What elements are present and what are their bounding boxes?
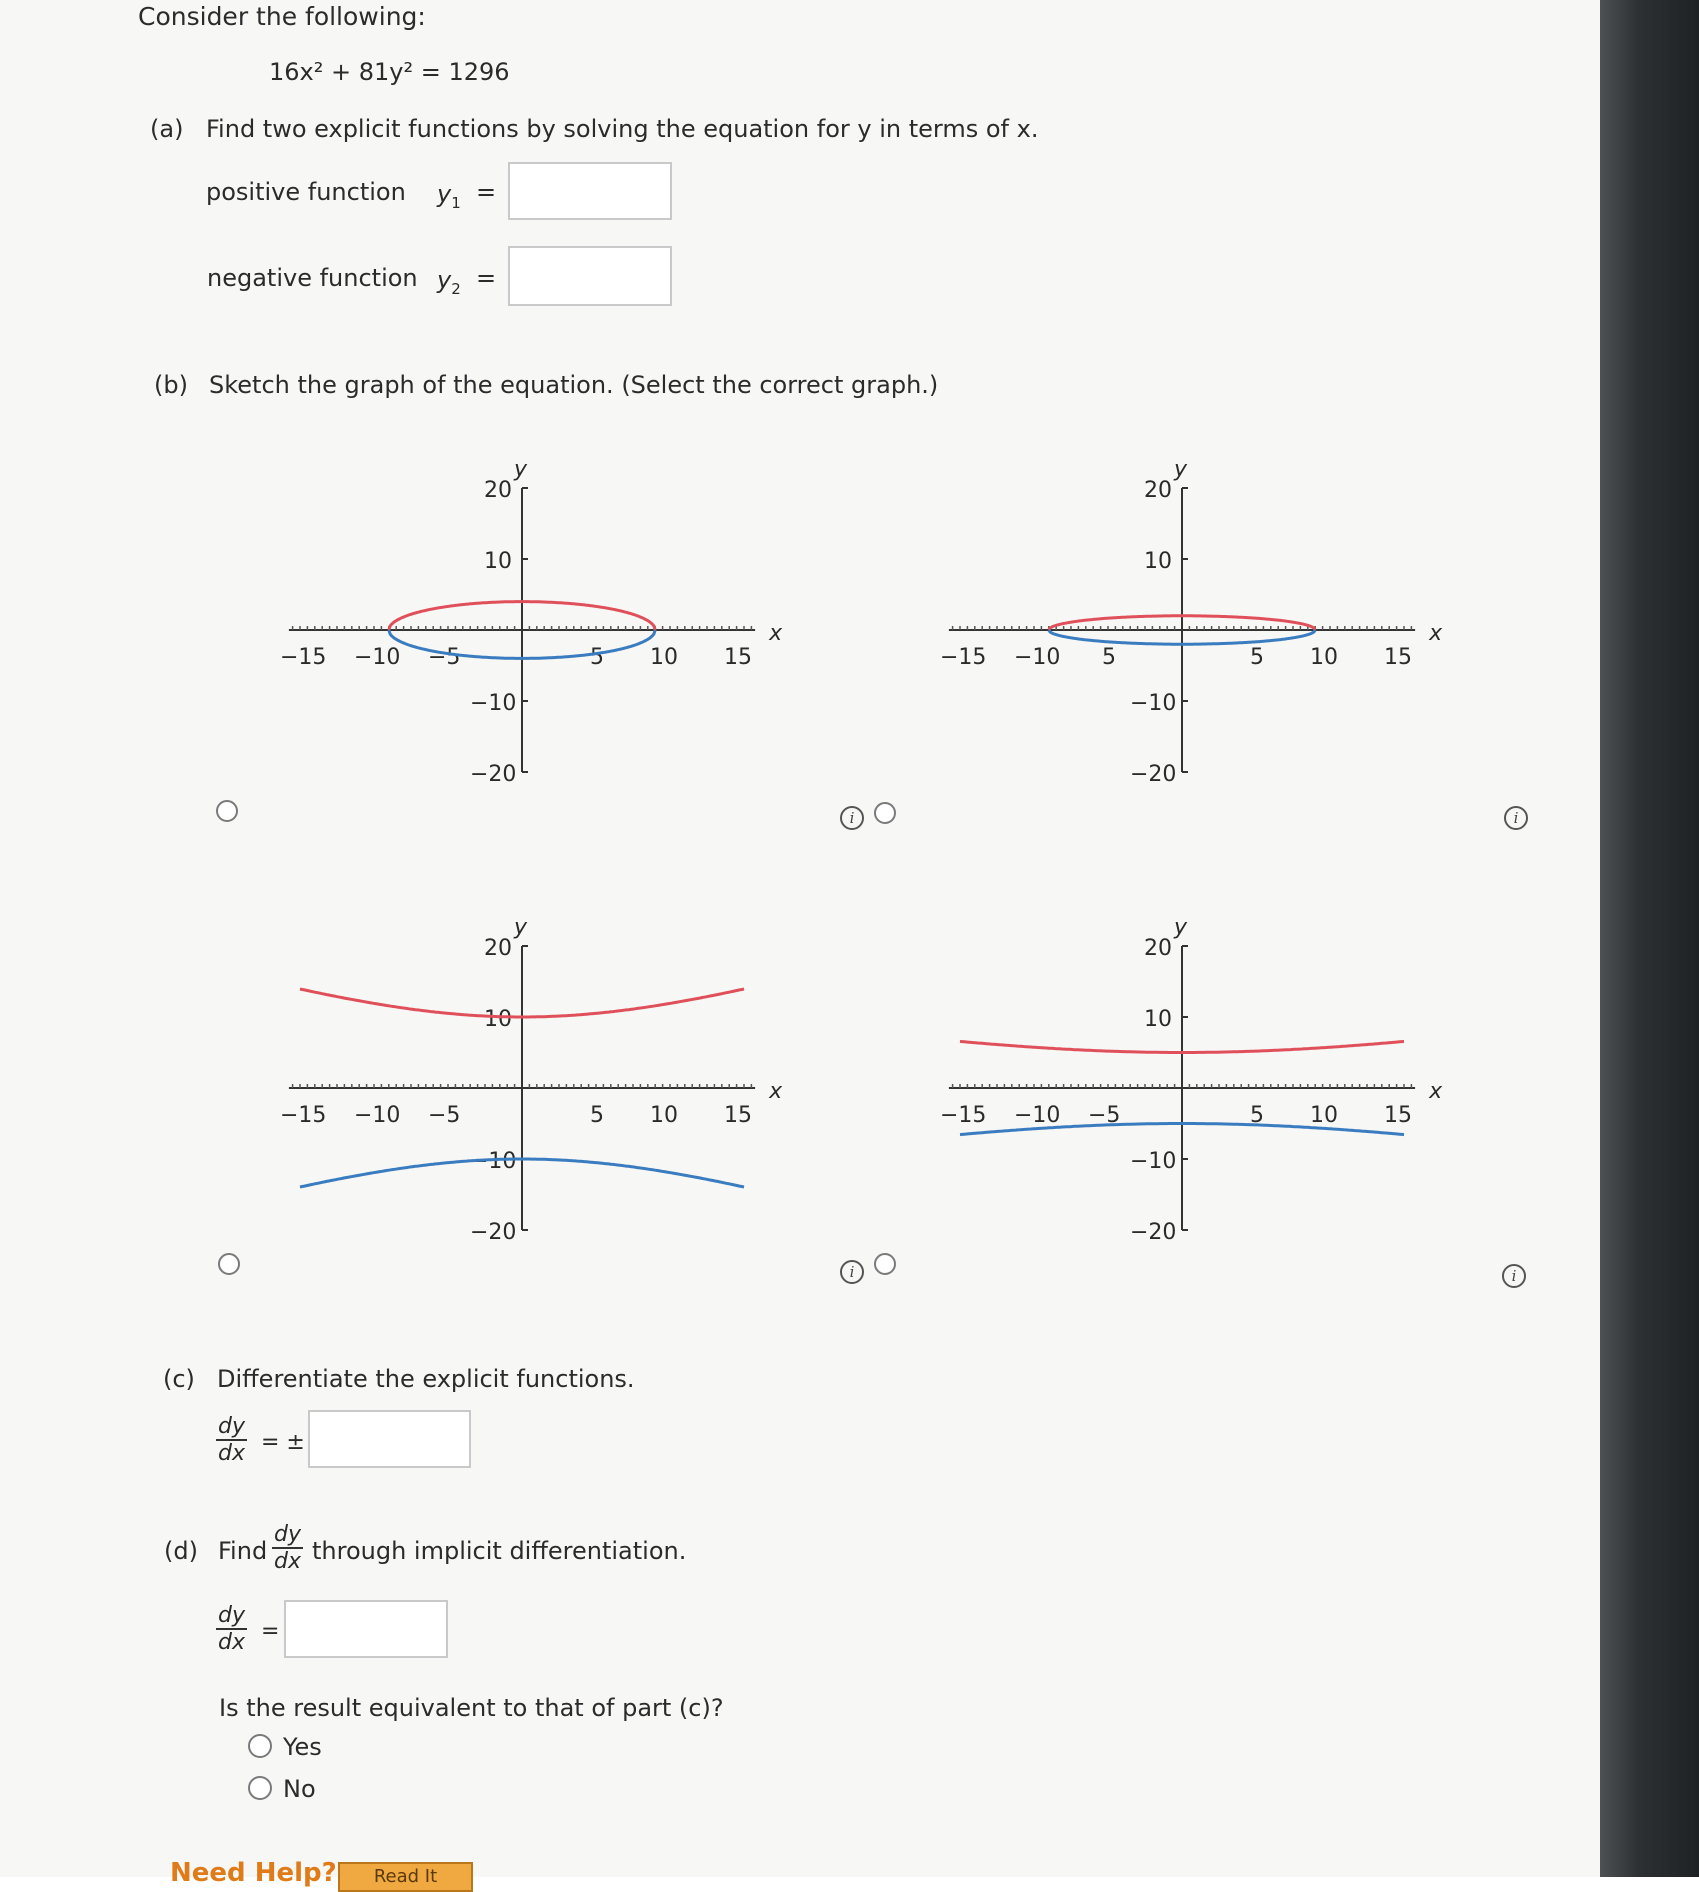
x-tick-label: 5 [1102, 645, 1116, 670]
y-tick-label: 20 [1144, 478, 1172, 503]
y1-answer-input[interactable] [508, 162, 672, 220]
part-d-prompt-dydx: $\frac{dy}{dx}$ [274, 1522, 301, 1574]
y-tick-label: −20 [470, 762, 517, 787]
x-axis-label: x [1429, 621, 1443, 646]
y-tick-label: −20 [470, 1220, 517, 1245]
y-axis-label: y [1174, 457, 1188, 482]
intro-text: Consider the following: [138, 2, 426, 31]
graph-option-1-radio[interactable] [216, 800, 238, 822]
x-tick-label: −5 [1088, 1103, 1121, 1128]
y-tick-label: 10 [1144, 1007, 1172, 1032]
x-tick-label: 5 [1250, 1103, 1264, 1128]
part-d-label: (d) [164, 1537, 198, 1565]
x-tick-label: −15 [940, 645, 987, 670]
y-axis-label: y [514, 457, 528, 482]
y-tick-label: −10 [1130, 691, 1177, 716]
x-tick-label: 5 [590, 645, 604, 670]
x-tick-label: 15 [1384, 645, 1412, 670]
y-tick-label: −10 [470, 1149, 517, 1174]
x-tick-label: −10 [1014, 1103, 1061, 1128]
y2-equals: = [476, 264, 497, 292]
part-c-prompt: Differentiate the explicit functions. [217, 1365, 635, 1393]
y-tick-label: 20 [1144, 936, 1172, 961]
graph-option-4-radio[interactable] [874, 1253, 896, 1275]
y2-variable: $y_2$ [437, 266, 461, 298]
y-tick-label: −10 [1130, 1149, 1177, 1174]
positive-function-label: positive function [206, 178, 406, 206]
x-tick-label: −15 [280, 645, 327, 670]
x-tick-label: 10 [1310, 645, 1338, 670]
part-a-label: (a) [150, 115, 184, 143]
x-tick-label: 15 [1384, 1103, 1412, 1128]
part-b-prompt: Sketch the graph of the equation. (Select the correct graph.) [209, 371, 939, 399]
no-radio[interactable] [248, 1776, 272, 1800]
x-tick-label: −5 [428, 645, 461, 670]
y-axis-label: y [1174, 915, 1188, 940]
x-tick-label: 10 [1310, 1103, 1338, 1128]
part-c-dydx: $\frac{dy}{dx}$ [218, 1414, 245, 1466]
part-d-find: Find [218, 1537, 268, 1565]
graph-option-2 [896, 410, 1476, 830]
x-tick-label: 15 [724, 1103, 752, 1128]
y-tick-label: 10 [484, 549, 512, 574]
y-tick-label: 20 [484, 478, 512, 503]
x-tick-label: −10 [1014, 645, 1061, 670]
part-c-plus-minus: = ± [261, 1430, 305, 1455]
part-d-dydx: $\frac{dy}{dx}$ [218, 1603, 245, 1655]
part-d-answer-input[interactable] [284, 1600, 448, 1658]
x-tick-label: −10 [354, 645, 401, 670]
x-tick-label: 5 [590, 1103, 604, 1128]
x-tick-label: 10 [650, 645, 678, 670]
x-tick-label: 10 [650, 1103, 678, 1128]
part-c-answer-input[interactable] [308, 1410, 471, 1468]
graph-option-3-info-icon[interactable]: i [840, 1260, 864, 1284]
y-axis-label: y [514, 915, 528, 940]
part-a-prompt: Find two explicit functions by solving the equation for y in terms of x. [206, 115, 1039, 143]
x-axis-label: x [1429, 1079, 1443, 1104]
equation: 16x² + 81y² = 1296 [269, 58, 510, 86]
graph-option-3 [236, 868, 816, 1288]
x-axis-label: x [769, 1079, 783, 1104]
y-tick-label: 10 [1144, 549, 1172, 574]
x-axis-label: x [769, 621, 783, 646]
graph-option-4-info-icon[interactable]: i [1502, 1264, 1526, 1288]
read-it-button[interactable]: Read It [338, 1862, 473, 1892]
y-tick-label: −20 [1130, 1220, 1177, 1245]
y-tick-label: −20 [1130, 762, 1177, 787]
y-tick-label: 10 [484, 1007, 512, 1032]
monitor-bezel [1600, 0, 1699, 1877]
graph-option-1-info-icon[interactable]: i [840, 806, 864, 830]
part-d-prompt-rest: through implicit differentiation. [312, 1537, 687, 1565]
graph-option-2-info-icon[interactable]: i [1504, 806, 1528, 830]
x-tick-label: −5 [428, 1103, 461, 1128]
negative-function-label: negative function [207, 264, 418, 292]
x-tick-label: −15 [940, 1103, 987, 1128]
y1-equals: = [476, 178, 497, 206]
x-tick-label: −15 [280, 1103, 327, 1128]
graph-option-2-radio[interactable] [874, 802, 896, 824]
yes-label[interactable]: Yes [283, 1733, 322, 1761]
part-d-equals: = [261, 1619, 280, 1644]
part-c-label: (c) [163, 1365, 195, 1393]
y1-variable: $y_1$ [437, 180, 461, 212]
graph-option-1 [236, 410, 816, 830]
graph-option-3-radio[interactable] [218, 1253, 240, 1275]
graph-option-4 [896, 868, 1476, 1288]
x-tick-label: 15 [724, 645, 752, 670]
y-tick-label: −10 [470, 691, 517, 716]
need-help-label: Need Help? [170, 1858, 337, 1888]
yes-radio[interactable] [248, 1734, 272, 1758]
x-tick-label: 5 [1250, 645, 1264, 670]
part-d-question: Is the result equivalent to that of part (c)? [219, 1694, 724, 1722]
no-label[interactable]: No [283, 1775, 316, 1803]
y2-answer-input[interactable] [508, 246, 672, 306]
x-tick-label: −10 [354, 1103, 401, 1128]
part-b-label: (b) [154, 371, 188, 399]
y-tick-label: 20 [484, 936, 512, 961]
